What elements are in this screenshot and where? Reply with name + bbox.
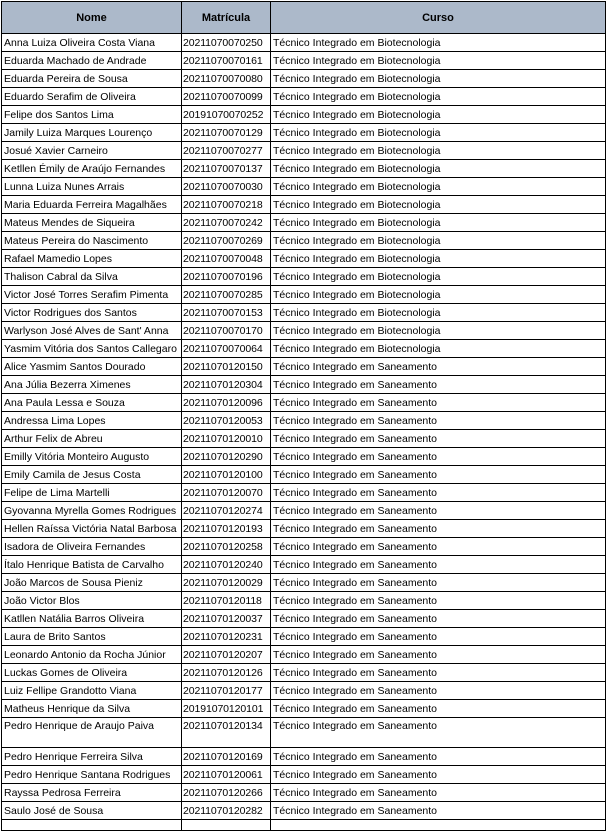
matricula-cell[interactable]: 20191070120101	[182, 700, 271, 718]
name-cell[interactable]: Mateus Mendes de Siqueira	[2, 214, 182, 232]
matricula-cell[interactable]: 20211070120169	[182, 748, 271, 766]
table-row	[2, 484, 606, 502]
name-cell[interactable]: Arthur Felix de Abreu	[2, 430, 182, 448]
table-row	[2, 142, 606, 160]
curso-cell[interactable]: Técnico Integrado em Saneamento	[271, 412, 606, 430]
curso-cell[interactable]: Técnico Integrado em Biotecnologia	[271, 88, 606, 106]
curso-cell[interactable]: Técnico Integrado em Saneamento	[271, 484, 606, 502]
name-cell[interactable]: Eduarda Pereira de Sousa	[2, 70, 182, 88]
name-cell[interactable]: Luckas Gomes de Oliveira	[2, 664, 182, 682]
name-cell[interactable]: Maria Eduarda Ferreira Magalhães	[2, 196, 182, 214]
name-cell[interactable]: Mateus Pereira do Nascimento	[2, 232, 182, 250]
matricula-cell[interactable]: 20211070120207	[182, 646, 271, 664]
matricula-cell[interactable]: 20211070120177	[182, 682, 271, 700]
header-row	[2, 2, 606, 34]
table-row	[2, 748, 606, 766]
name-cell[interactable]: Alice Yasmim Santos Dourado	[2, 358, 182, 376]
curso-cell[interactable]: Técnico Integrado em Biotecnologia	[271, 178, 606, 196]
name-cell[interactable]: Felipe de Lima Martelli	[2, 484, 182, 502]
matricula-cell[interactable]: 20211070120070	[182, 484, 271, 502]
table-row	[2, 214, 606, 232]
table-row	[2, 430, 606, 448]
table-row	[2, 286, 606, 304]
curso-cell[interactable]: Técnico Integrado em Saneamento	[271, 802, 606, 820]
curso-cell[interactable]: Técnico Integrado em Biotecnologia	[271, 106, 606, 124]
matricula-cell[interactable]: 20211070070064	[182, 340, 271, 358]
table-row	[2, 232, 606, 250]
matricula-cell[interactable]: 20211070070269	[182, 232, 271, 250]
name-cell[interactable]: Katllen Natália Barros Oliveira	[2, 610, 182, 628]
table-row	[2, 88, 606, 106]
curso-cell[interactable]: Técnico Integrado em Biotecnologia	[271, 34, 606, 52]
matricula-cell[interactable]: 20211070120304	[182, 376, 271, 394]
matricula-cell[interactable]: 20211070070048	[182, 250, 271, 268]
name-cell[interactable]: Hellen Raíssa Victória Natal Barbosa	[2, 520, 182, 538]
matricula-cell[interactable]: 20211070120266	[182, 784, 271, 802]
curso-cell[interactable]: Técnico Integrado em Saneamento	[271, 376, 606, 394]
student-table	[1, 1, 606, 831]
curso-cell[interactable]: Técnico Integrado em Saneamento	[271, 784, 606, 802]
matricula-cell[interactable]: 20211070070196	[182, 268, 271, 286]
matricula-cell[interactable]: 20211070120029	[182, 574, 271, 592]
name-cell[interactable]: Matheus Henrique da Silva	[2, 700, 182, 718]
name-cell[interactable]: Ana Júlia Bezerra Ximenes	[2, 376, 182, 394]
name-cell[interactable]: Ana Paula Lessa e Souza	[2, 394, 182, 412]
name-cell[interactable]: Victor Rodrigues dos Santos	[2, 304, 182, 322]
empty-cell[interactable]	[182, 820, 271, 831]
curso-cell[interactable]: Técnico Integrado em Saneamento	[271, 664, 606, 682]
curso-cell[interactable]: Técnico Integrado em Biotecnologia	[271, 196, 606, 214]
curso-cell[interactable]: Técnico Integrado em Saneamento	[271, 430, 606, 448]
column-header-matricula[interactable]: Matrícula	[182, 2, 271, 34]
matricula-cell[interactable]: 20211070070099	[182, 88, 271, 106]
name-cell[interactable]: Pedro Henrique de Araujo Paiva	[2, 718, 182, 748]
curso-cell[interactable]: Técnico Integrado em Saneamento	[271, 502, 606, 520]
table-row	[2, 664, 606, 682]
table-row	[2, 628, 606, 646]
matricula-cell[interactable]: 20211070070250	[182, 34, 271, 52]
name-cell[interactable]: Emily Camila de Jesus Costa	[2, 466, 182, 484]
table-row	[2, 196, 606, 214]
matricula-cell[interactable]: 20211070070153	[182, 304, 271, 322]
table-row	[2, 394, 606, 412]
table-row	[2, 322, 606, 340]
empty-cell[interactable]	[2, 820, 182, 831]
table-row	[2, 556, 606, 574]
name-cell[interactable]: Laura de Brito Santos	[2, 628, 182, 646]
matricula-cell[interactable]: 20211070120231	[182, 628, 271, 646]
name-cell[interactable]: Josué Xavier Carneiro	[2, 142, 182, 160]
curso-cell[interactable]: Técnico Integrado em Saneamento	[271, 628, 606, 646]
table-row	[2, 718, 606, 748]
name-cell[interactable]: João Victor Blos	[2, 592, 182, 610]
name-cell[interactable]: Rafael Mamedio Lopes	[2, 250, 182, 268]
matricula-cell[interactable]: 20191070070252	[182, 106, 271, 124]
name-cell[interactable]: Yasmim Vitória dos Santos Callegaro	[2, 340, 182, 358]
name-cell[interactable]: Anna Luiza Oliveira Costa Viana	[2, 34, 182, 52]
matricula-cell[interactable]: 20211070120150	[182, 358, 271, 376]
matricula-cell[interactable]: 20211070070242	[182, 214, 271, 232]
curso-cell[interactable]: Técnico Integrado em Saneamento	[271, 394, 606, 412]
table-row	[2, 784, 606, 802]
curso-cell[interactable]: Técnico Integrado em Saneamento	[271, 700, 606, 718]
table-row	[2, 70, 606, 88]
curso-cell[interactable]: Técnico Integrado em Biotecnologia	[271, 340, 606, 358]
table-row	[2, 124, 606, 142]
column-header-curso[interactable]: Curso	[271, 2, 606, 34]
matricula-cell[interactable]: 20211070120258	[182, 538, 271, 556]
curso-cell[interactable]: Técnico Integrado em Saneamento	[271, 748, 606, 766]
matricula-cell[interactable]: 20211070120053	[182, 412, 271, 430]
curso-cell[interactable]: Técnico Integrado em Saneamento	[271, 766, 606, 784]
name-cell[interactable]: Luiz Fellipe Grandotto Viana	[2, 682, 182, 700]
name-cell[interactable]: Lunna Luiza Nunes Arrais	[2, 178, 182, 196]
table-row	[2, 682, 606, 700]
table-row	[2, 448, 606, 466]
curso-cell[interactable]: Técnico Integrado em Biotecnologia	[271, 268, 606, 286]
name-cell[interactable]: Emilly Vitória Monteiro Augusto	[2, 448, 182, 466]
matricula-cell[interactable]: 20211070120100	[182, 466, 271, 484]
curso-cell[interactable]: Técnico Integrado em Biotecnologia	[271, 70, 606, 88]
matricula-cell[interactable]: 20211070070161	[182, 52, 271, 70]
curso-cell[interactable]: Técnico Integrado em Saneamento	[271, 358, 606, 376]
matricula-cell[interactable]: 20211070070030	[182, 178, 271, 196]
matricula-cell[interactable]: 20211070120282	[182, 802, 271, 820]
matricula-cell[interactable]: 20211070120037	[182, 610, 271, 628]
name-cell[interactable]: Isadora de Oliveira Fernandes	[2, 538, 182, 556]
table-row	[2, 520, 606, 538]
matricula-cell[interactable]: 20211070120061	[182, 766, 271, 784]
name-cell[interactable]: Warlyson José Alves de Sant' Anna	[2, 322, 182, 340]
table-body	[2, 34, 606, 831]
table-row	[2, 268, 606, 286]
table-row	[2, 538, 606, 556]
empty-cell[interactable]	[271, 820, 606, 831]
name-cell[interactable]: Saulo José de Sousa	[2, 802, 182, 820]
table-row	[2, 802, 606, 820]
curso-cell[interactable]: Técnico Integrado em Saneamento	[271, 574, 606, 592]
curso-cell[interactable]: Técnico Integrado em Saneamento	[271, 538, 606, 556]
name-cell[interactable]: Leonardo Antonio da Rocha Júnior	[2, 646, 182, 664]
table-row	[2, 178, 606, 196]
matricula-cell[interactable]: 20211070120096	[182, 394, 271, 412]
table-row	[2, 466, 606, 484]
name-cell[interactable]: Gyovanna Myrella Gomes Rodrigues	[2, 502, 182, 520]
matricula-cell[interactable]: 20211070070285	[182, 286, 271, 304]
table-row	[2, 250, 606, 268]
curso-cell[interactable]: Técnico Integrado em Biotecnologia	[271, 250, 606, 268]
table-row	[2, 358, 606, 376]
name-cell[interactable]: Andressa Lima Lopes	[2, 412, 182, 430]
table-row	[2, 502, 606, 520]
table-row	[2, 52, 606, 70]
name-cell[interactable]: Felipe dos Santos Lima	[2, 106, 182, 124]
matricula-cell[interactable]: 20211070120193	[182, 520, 271, 538]
matricula-cell[interactable]: 20211070120274	[182, 502, 271, 520]
table-row	[2, 646, 606, 664]
curso-cell[interactable]: Técnico Integrado em Biotecnologia	[271, 52, 606, 70]
matricula-cell[interactable]: 20211070070129	[182, 124, 271, 142]
column-header-nome[interactable]: Nome	[2, 2, 182, 34]
curso-cell[interactable]: Técnico Integrado em Biotecnologia	[271, 286, 606, 304]
matricula-cell[interactable]: 20211070070218	[182, 196, 271, 214]
name-cell[interactable]: Rayssa Pedrosa Ferreira	[2, 784, 182, 802]
curso-cell[interactable]: Técnico Integrado em Biotecnologia	[271, 304, 606, 322]
curso-cell[interactable]: Técnico Integrado em Biotecnologia	[271, 214, 606, 232]
curso-cell[interactable]: Técnico Integrado em Biotecnologia	[271, 232, 606, 250]
name-cell[interactable]: Eduarda Machado de Andrade	[2, 52, 182, 70]
table-row	[2, 700, 606, 718]
curso-cell[interactable]: Técnico Integrado em Biotecnologia	[271, 124, 606, 142]
table-row	[2, 160, 606, 178]
name-cell[interactable]: Victor José Torres Serafim Pimenta	[2, 286, 182, 304]
matricula-cell[interactable]: 20211070070080	[182, 70, 271, 88]
table-row	[2, 376, 606, 394]
name-cell[interactable]: Ketllen Émily de Araújo Fernandes	[2, 160, 182, 178]
matricula-cell[interactable]: 20211070120126	[182, 664, 271, 682]
table-row	[2, 106, 606, 124]
student-list-sheet	[1, 1, 606, 831]
table-row	[2, 592, 606, 610]
curso-cell[interactable]: Técnico Integrado em Biotecnologia	[271, 142, 606, 160]
table-row	[2, 34, 606, 52]
name-cell[interactable]: Eduardo Serafim de Oliveira	[2, 88, 182, 106]
table-row-partial	[2, 820, 606, 831]
name-cell[interactable]: Pedro Henrique Ferreira Silva	[2, 748, 182, 766]
table-row	[2, 574, 606, 592]
matricula-cell[interactable]: 20211070070137	[182, 160, 271, 178]
table-row	[2, 304, 606, 322]
matricula-cell[interactable]: 20211070070277	[182, 142, 271, 160]
curso-cell[interactable]: Técnico Integrado em Saneamento	[271, 718, 606, 748]
curso-cell[interactable]: Técnico Integrado em Saneamento	[271, 520, 606, 538]
table-row	[2, 766, 606, 784]
curso-cell[interactable]: Técnico Integrado em Biotecnologia	[271, 322, 606, 340]
table-row	[2, 412, 606, 430]
curso-cell[interactable]: Técnico Integrado em Saneamento	[271, 556, 606, 574]
matricula-cell[interactable]: 20211070120118	[182, 592, 271, 610]
curso-cell[interactable]: Técnico Integrado em Saneamento	[271, 610, 606, 628]
matricula-cell[interactable]: 20211070120290	[182, 448, 271, 466]
name-cell[interactable]: João Marcos de Sousa Pieniz	[2, 574, 182, 592]
curso-cell[interactable]: Técnico Integrado em Saneamento	[271, 448, 606, 466]
curso-cell[interactable]: Técnico Integrado em Saneamento	[271, 682, 606, 700]
curso-cell[interactable]: Técnico Integrado em Saneamento	[271, 592, 606, 610]
matricula-cell[interactable]: 20211070120134	[182, 718, 271, 748]
name-cell[interactable]: Thalison Cabral da Silva	[2, 268, 182, 286]
curso-cell[interactable]: Técnico Integrado em Saneamento	[271, 466, 606, 484]
matricula-cell[interactable]: 20211070120240	[182, 556, 271, 574]
table-row	[2, 610, 606, 628]
name-cell[interactable]: Ítalo Henrique Batista de Carvalho	[2, 556, 182, 574]
matricula-cell[interactable]: 20211070070170	[182, 322, 271, 340]
curso-cell[interactable]: Técnico Integrado em Biotecnologia	[271, 160, 606, 178]
name-cell[interactable]: Pedro Henrique Santana Rodrigues	[2, 766, 182, 784]
matricula-cell[interactable]: 20211070120010	[182, 430, 271, 448]
table-row	[2, 340, 606, 358]
name-cell[interactable]: Jamily Luiza Marques Lourenço	[2, 124, 182, 142]
curso-cell[interactable]: Técnico Integrado em Saneamento	[271, 646, 606, 664]
